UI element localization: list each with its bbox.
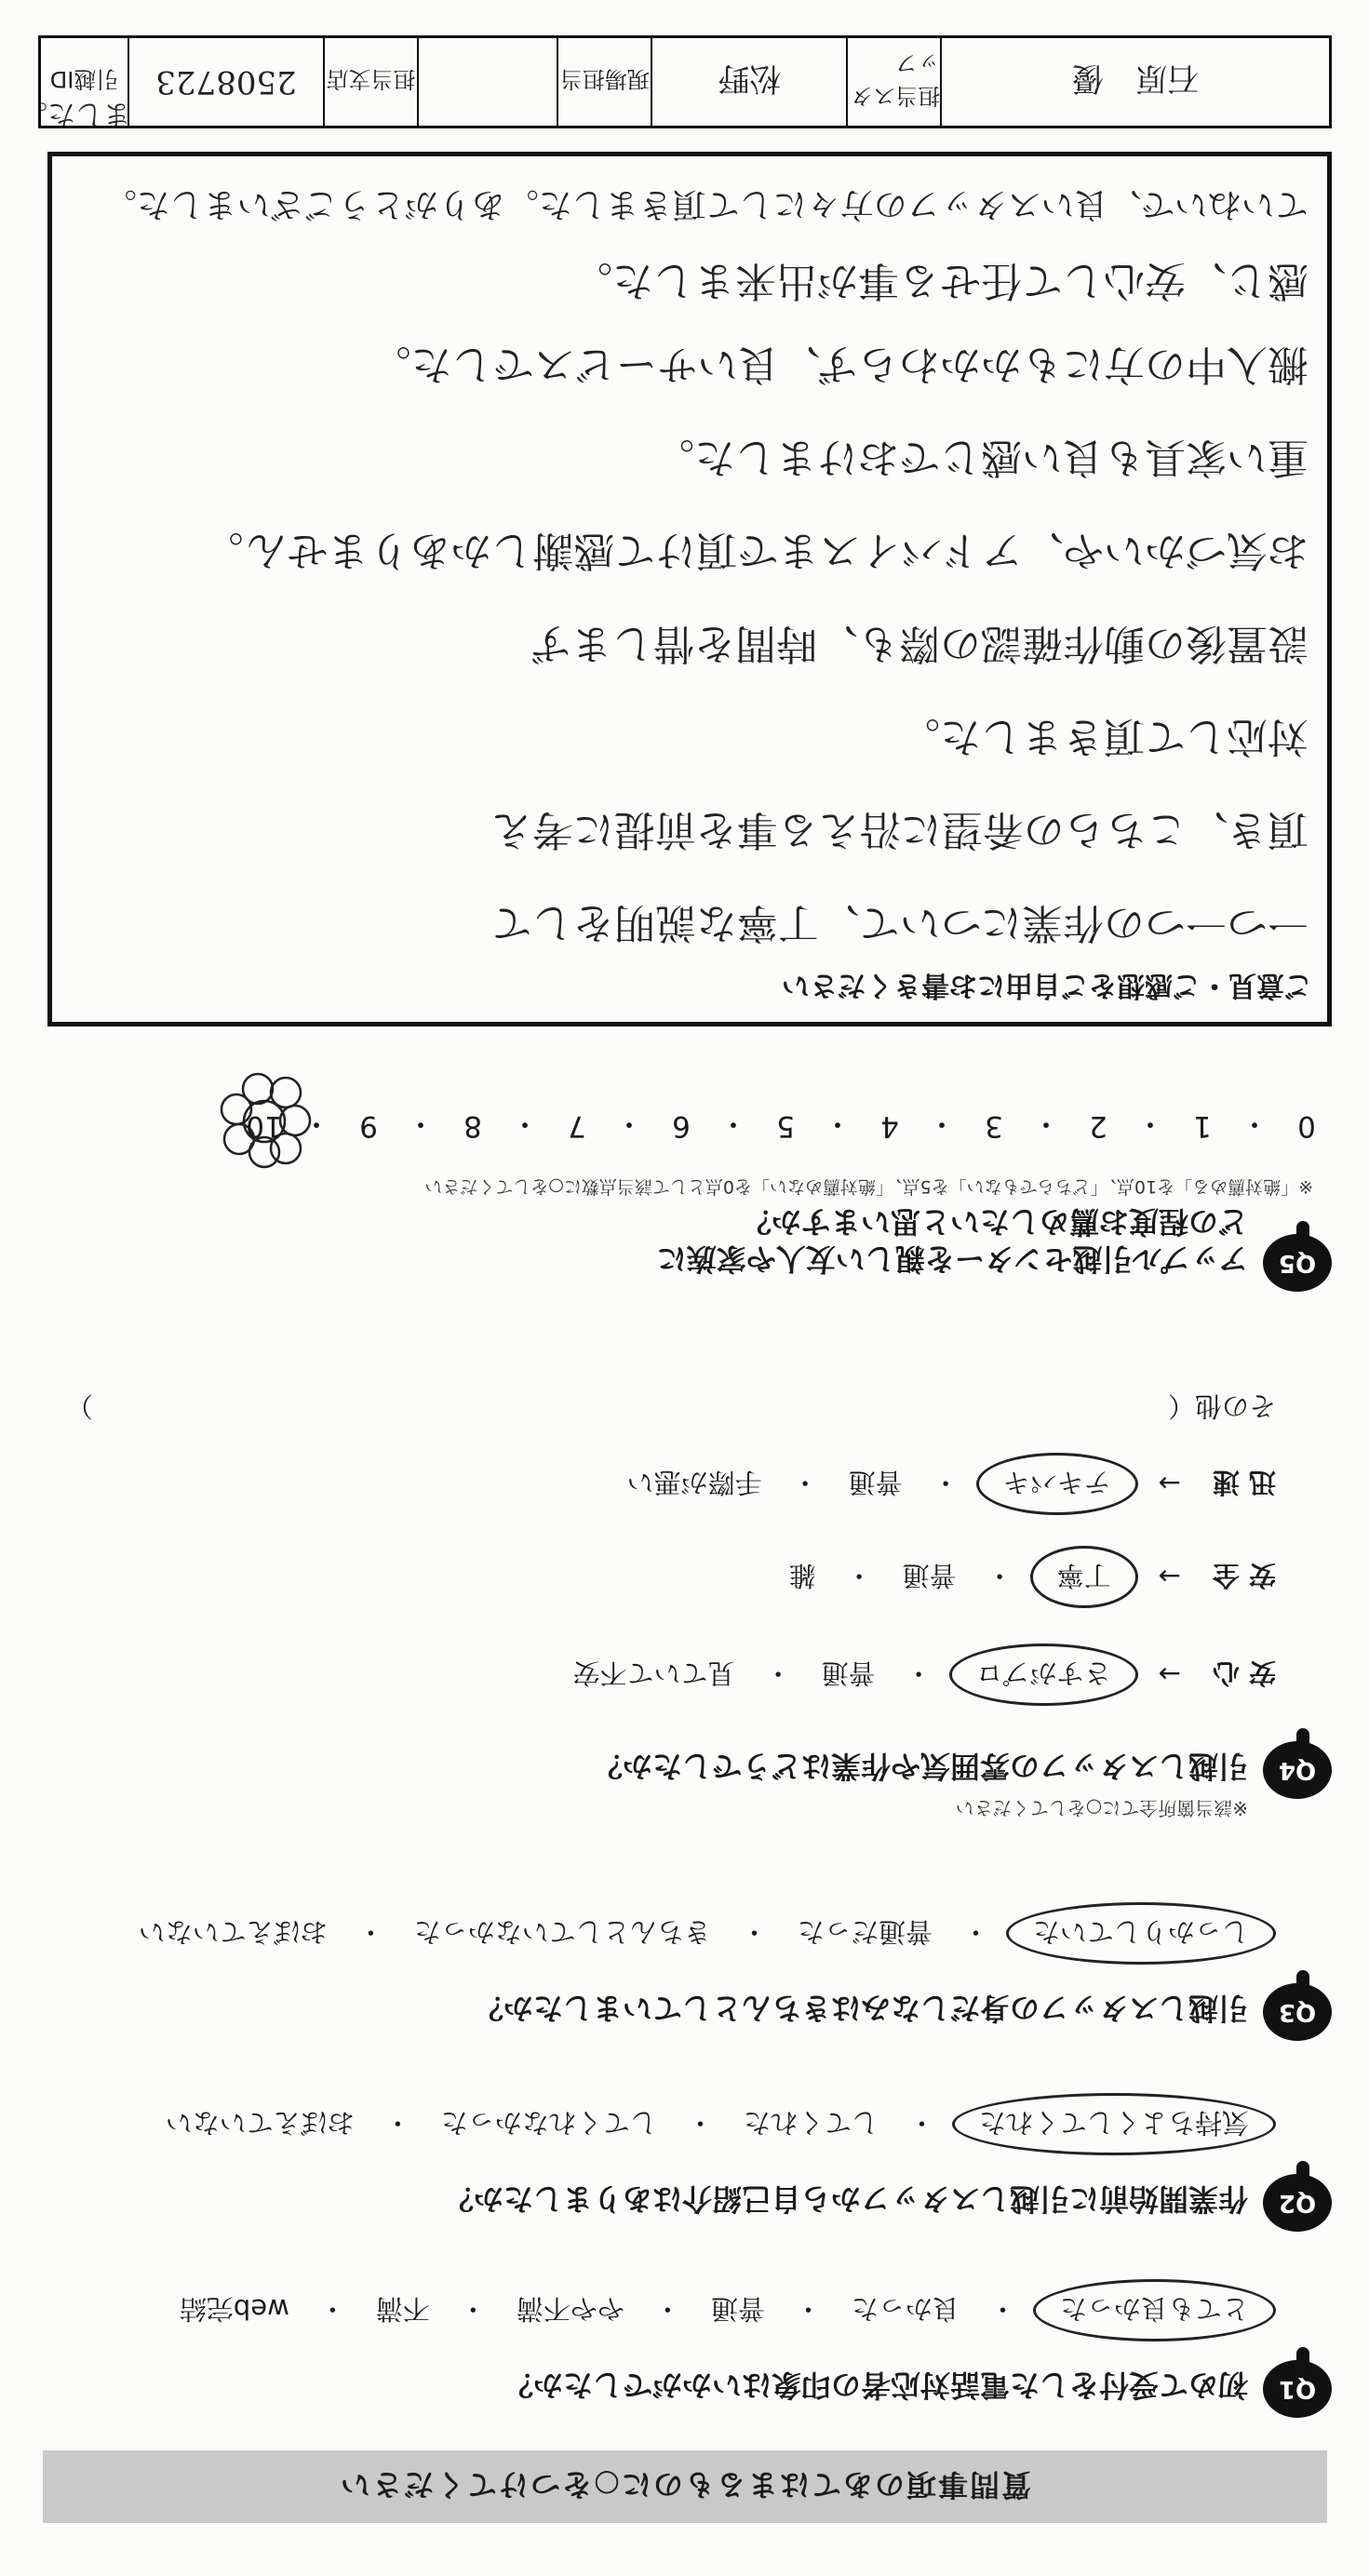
comment-line: 対応して頂きました。 bbox=[899, 713, 1309, 760]
comment-line: 感じ、安心して任せる事が出来ました。 bbox=[571, 257, 1309, 304]
comment-line: 設置後の動作確認の際も、時間を惜しまず bbox=[530, 620, 1309, 667]
q4-option[interactable]: 見ていて不安 bbox=[572, 1657, 735, 1689]
q4-other-label: その他（ bbox=[1167, 1390, 1276, 1422]
score-6[interactable]: 6 bbox=[672, 1109, 691, 1144]
comment-line: 搬入中の方にもかかわらず、良いサービスでした。 bbox=[369, 341, 1309, 388]
q3-text: 引越しスタッフの身だしなみはきちんとしていましたか？ bbox=[473, 1991, 1248, 2026]
q5-scale: 0 ・ 1 ・ 2 ・ 3 ・ 4 ・ 5 ・ 6 ・ 7 ・ 8 ・ 9 ・ 10 bbox=[239, 1106, 1332, 1147]
q4-option-selected[interactable]: テキパキ bbox=[976, 1453, 1138, 1515]
q2-badge: Q2 bbox=[1263, 2174, 1332, 2232]
arrow-icon: → bbox=[1158, 1561, 1181, 1593]
comment-line: 重い家具も良い感じでおけました。 bbox=[653, 434, 1309, 481]
score-1[interactable]: 1 bbox=[1193, 1109, 1212, 1144]
staff-value[interactable]: 石原 優 bbox=[940, 38, 1329, 126]
comment-box[interactable] bbox=[47, 152, 1332, 1026]
score-2[interactable]: 2 bbox=[1089, 1109, 1107, 1144]
q4-row-label: 安全 bbox=[1202, 1560, 1276, 1591]
q4-other-field[interactable] bbox=[66, 1389, 1276, 1427]
q2-text: 作業開始前に引越しスタッフから自己紹介はありましたか？ bbox=[443, 2181, 1248, 2217]
score-3[interactable]: 3 bbox=[985, 1109, 1003, 1144]
header-table bbox=[38, 35, 1332, 128]
q1-option[interactable]: 普通 bbox=[710, 2293, 765, 2325]
comment-line: 一つ一つの作業について、丁寧な説明をして bbox=[490, 899, 1309, 946]
q4-other-close: ） bbox=[66, 1390, 94, 1422]
banner-text: 質問事項のあてはまるものに○をつけてください bbox=[339, 2467, 1031, 2502]
q4-option[interactable]: 雑 bbox=[788, 1560, 816, 1591]
comment-line: ていねいで、良いスタッフの方々にして頂きました。ありがとうございました。 bbox=[102, 185, 1309, 223]
q1-option-selected[interactable]: とても良かった bbox=[1033, 2279, 1276, 2341]
q5-text-line2: どの程度お薦めしたいと思いますか？ bbox=[741, 1204, 1248, 1240]
comment-line: 頂き、こちらの希望に沿える事を前提に考え bbox=[490, 806, 1309, 853]
q2-option[interactable]: してくれなかった bbox=[440, 2107, 657, 2139]
q4-option[interactable]: 普通 bbox=[821, 1657, 876, 1689]
arrow-icon: → bbox=[1158, 1658, 1181, 1691]
q1-badge: Q1 bbox=[1263, 2360, 1332, 2418]
q4-option[interactable]: 普通 bbox=[848, 1467, 903, 1498]
q3-option-selected[interactable]: しっかりしていた bbox=[1006, 1902, 1276, 1965]
score-7[interactable]: 7 bbox=[568, 1109, 586, 1144]
staff-label: 担当スタッフ bbox=[846, 38, 940, 126]
q3-option[interactable]: 普通だった bbox=[797, 1916, 933, 1948]
q1-option[interactable]: 不満 bbox=[375, 2293, 430, 2325]
q4-row-anshin: 安心 → さすがプロ ・ 普通 ・ 見ていて不安 bbox=[560, 1644, 1276, 1706]
score-10-label: 10 bbox=[246, 1109, 283, 1144]
q2-options: 気持ちよくしてくれた ・ してくれた ・ してくれなかった ・ おぼえていない bbox=[153, 2093, 1276, 2155]
q4-option[interactable]: 手際が悪い bbox=[626, 1467, 762, 1498]
q4-option-selected[interactable]: 丁寧 bbox=[1030, 1546, 1138, 1608]
q4-row-label: 安心 bbox=[1202, 1657, 1276, 1689]
q1-option[interactable]: やや不満 bbox=[516, 2293, 624, 2325]
q1-options: とても良かった ・ 良かった ・ 普通 ・ やや不満 ・ 不満 ・ web完結 bbox=[167, 2279, 1276, 2341]
q4-badge: Q4 bbox=[1263, 1741, 1332, 1799]
q4-note: ※該当箇所全てに○をしてください bbox=[955, 1797, 1248, 1819]
q2-option[interactable]: してくれた bbox=[743, 2107, 879, 2139]
branch-value[interactable] bbox=[417, 38, 557, 126]
leader-label: 現場担当 bbox=[557, 38, 651, 126]
score-9[interactable]: 9 bbox=[359, 1109, 378, 1144]
leader-value[interactable]: 松野 bbox=[651, 38, 846, 126]
q1-text: 初めて受付をした電話対応者の印象はいかがでしたか？ bbox=[503, 2368, 1248, 2403]
q3-option[interactable]: きちんとしていなかった bbox=[413, 1916, 711, 1948]
q3-option[interactable]: おぼえていない bbox=[138, 1916, 328, 1948]
branch-label: 担当支店 bbox=[323, 38, 417, 126]
score-4[interactable]: 4 bbox=[880, 1109, 899, 1144]
q4-row-label: 迅速 bbox=[1202, 1467, 1276, 1498]
score-5[interactable]: 5 bbox=[776, 1109, 795, 1144]
q2-option[interactable]: おぼえていない bbox=[165, 2107, 355, 2139]
q4-option-selected[interactable]: さすがプロ bbox=[949, 1644, 1138, 1706]
q4-option[interactable]: 普通 bbox=[902, 1560, 957, 1591]
q4-row-jinsoku: 迅速 → テキパキ ・ 普通 ・ 手際が悪い bbox=[614, 1453, 1276, 1515]
q3-badge: Q3 bbox=[1263, 1983, 1332, 2041]
move-id-value[interactable]: 2508723 bbox=[128, 38, 323, 126]
q5-note: ※「絶対薦める」を10点、「どちらでもない」を5点、「絶対薦めない」を0点として該当点数に○をしてください bbox=[424, 1176, 1313, 1197]
comment-line: お気づかいや、アドバイスまで頂けて感謝しかありません。 bbox=[202, 527, 1309, 574]
q4-row-anzen: 安全 → 丁寧 ・ 普通 ・ 雑 bbox=[776, 1546, 1276, 1608]
instruction-banner bbox=[43, 2450, 1327, 2523]
score-0[interactable]: 0 bbox=[1297, 1109, 1316, 1144]
q2-option-selected[interactable]: 気持ちよくしてくれた bbox=[952, 2093, 1276, 2155]
comment-margin-note: ました。 bbox=[20, 98, 131, 130]
q5-badge: Q5 bbox=[1263, 1234, 1332, 1292]
q1-option[interactable]: 良かった bbox=[851, 2293, 960, 2325]
q5-text: アップル引越センターを親しい友人や家族に bbox=[656, 1241, 1248, 1277]
comment-heading: ご意見・ご感想をご自由にお書きください bbox=[782, 969, 1312, 1001]
score-8[interactable]: 8 bbox=[463, 1109, 482, 1144]
q1-option[interactable]: web完結 bbox=[179, 2293, 289, 2325]
arrow-icon: → bbox=[1158, 1468, 1181, 1500]
score-10-selected[interactable] bbox=[239, 1110, 289, 1144]
q3-options: しっかりしていた ・ 普通だった ・ きちんとしていなかった ・ おぼえていない bbox=[126, 1902, 1276, 1965]
move-id-label: 引越ID bbox=[49, 66, 119, 93]
q4-text: 引越しスタッフの雰囲気や作業はどうでしたか？ bbox=[592, 1749, 1248, 1784]
